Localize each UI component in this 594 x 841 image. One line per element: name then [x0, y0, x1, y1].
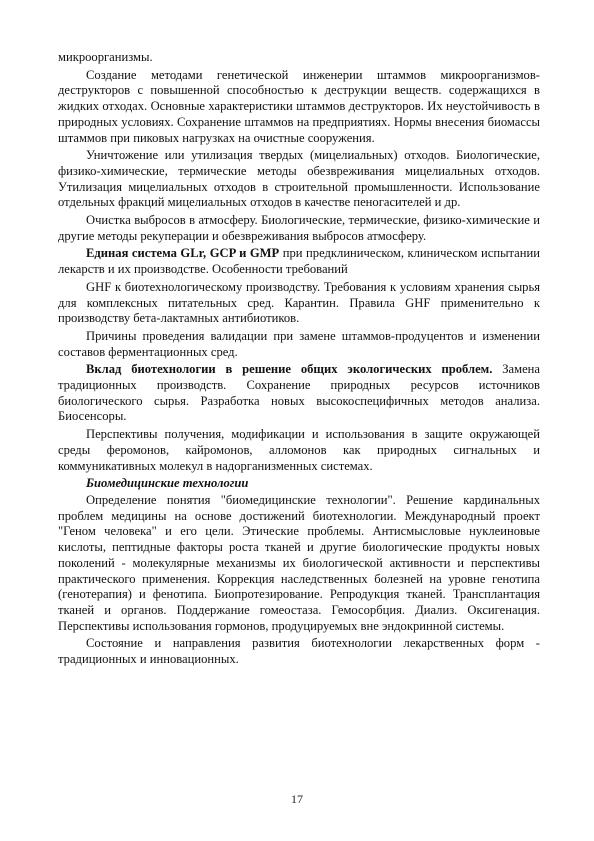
paragraph-text: GHF к биотехнологическому производству. Требования к условиям хранения сырья для комплексных питательных сред. Карантин. Правила GHF применительно к производству бета-лактамных антибиотиков. — [58, 279, 540, 326]
page-body — [58, 50, 540, 670]
paragraph-text: микроорганизмы. — [58, 50, 153, 64]
paragraph — [58, 50, 540, 66]
paragraph-text: Замена традиционных производств. Сохранение природных ресурсов источников биологического сырья. Разработка новых высокоспецифичных методов анализа. Биосенсоры. — [58, 362, 541, 424]
paragraph-heading: Единая система GLr, GCP и GMP — [86, 246, 280, 261]
paragraph — [58, 362, 540, 425]
paragraph — [58, 213, 540, 244]
page-number: 17 — [291, 792, 303, 806]
paragraph — [58, 148, 540, 211]
section-title: Биомедицинские технологии — [86, 476, 249, 491]
paragraph — [58, 246, 540, 277]
paragraph: Определение понятия "биомедицинские технологии". Решение кардинальных проблем медицины на основе достижений биотехнологии. Международный проект "Геном человека" и его цели. Этические проблемы. Антисмысловые нуклеиновые кислоты, пептидные факторы роста тканей и другие биологические продукты новых поколений - молекулярные механизмы их биологической активности и перспективы практического применения. Коррекция наследственных болезней на уровне генотипа (генотерапия) и фенотипа. Биопротезирование. Репродукция тканей. Трансплантация тканей и органов. Поддержание гомеостаза. Гемосорбция. Диализ. Оксигенация. Перспективы использования гормонов, продуцируемых вне эндокринной системы. — [58, 492, 540, 633]
paragraph-heading: Вклад биотехнологии в решение общих экологических проблем. — [86, 362, 493, 377]
paragraph-text: Уничтожение или утилизация твердых (мицелиальных) отходов. Биологические, физико-химические, термические методы обезвреживания мицелиальных отходов. Утилизация мицелиальных отходов в строительной промышленности. Использование отдельных фракций мицелиальных отходов в качестве пеногасителей и др. — [58, 148, 540, 210]
paragraph-text: Создание методами генетической инженерии штаммов микроорганизмов-деструкторов с повышенной способностью к деструкции веществ. содержащихся в жидких отходах. Основные характеристики штаммов деструкторов. Их неустойчивость в природных условиях. Сохранение штаммов на предприятиях. Нормы внесения биомассы штаммов при пиковых нагрузках на очистные сооружения. — [58, 67, 540, 145]
paragraph: Состояние и направления развития биотехнологии лекарственных форм - традиционных и инновационных. — [58, 636, 540, 667]
paragraph — [58, 329, 540, 360]
paragraph-text: Очистка выбросов в атмосферу. Биологические, термические, физико-химические и другие методы рекуперации и обезвреживания выбросов атмосферу. — [58, 213, 540, 243]
paragraph — [58, 68, 540, 147]
paragraph-text: при предклиническом, клиническом испытании лекарств и их производстве. Особенности требований — [58, 246, 540, 277]
paragraph — [58, 280, 540, 327]
paragraph-text: Перспективы получения, модификации и использования в защите окружающей среды феромонов, кайромонов, алломонов как природных сигнальных и коммуникативных молекул в надорганизменных системах. — [58, 427, 540, 473]
paragraph — [58, 427, 540, 474]
paragraph-text: Причины проведения валидации при замене штаммов-продуцентов и изменении составов ферментационных сред. — [58, 328, 540, 359]
